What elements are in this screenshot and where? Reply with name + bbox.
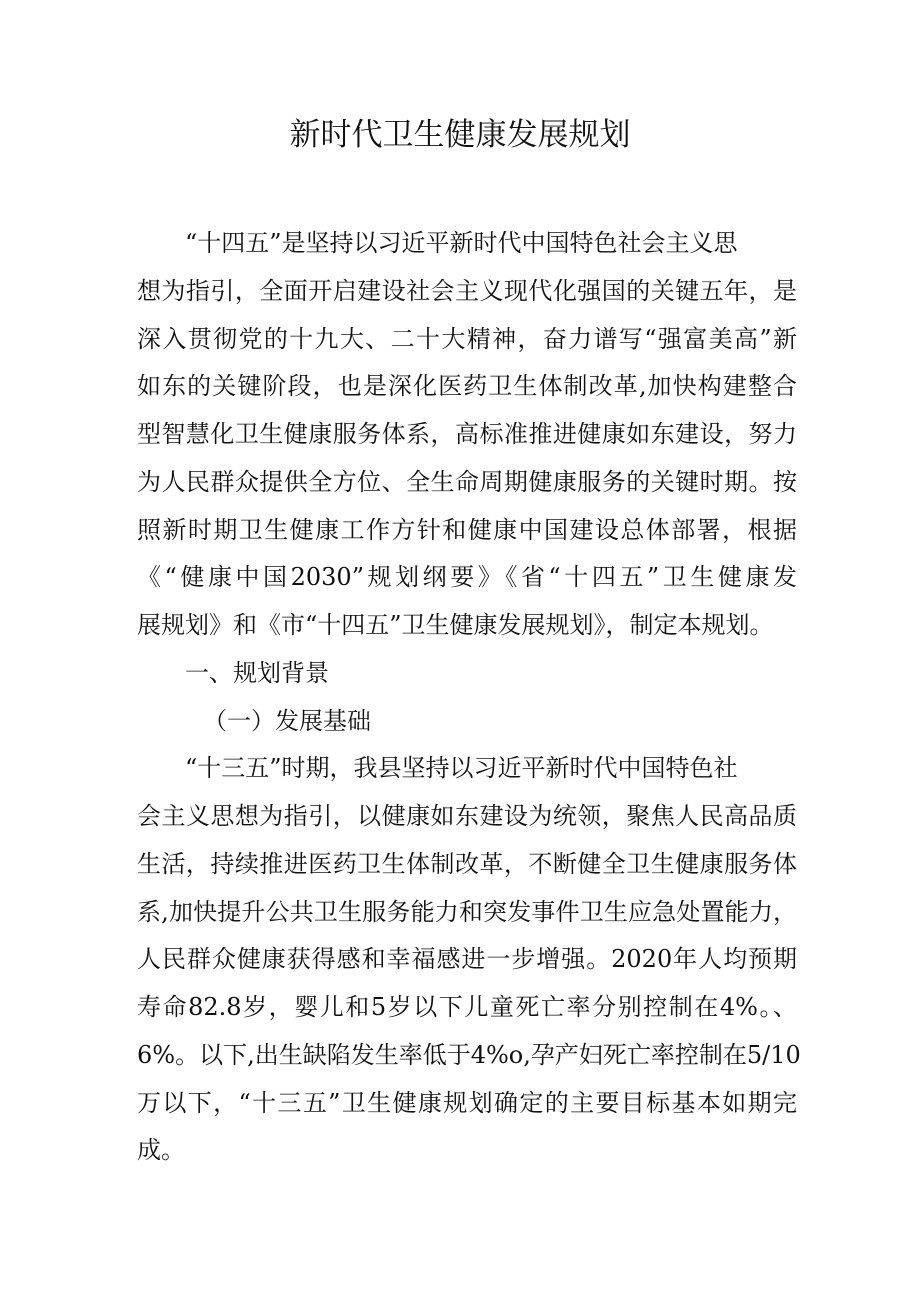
section-heading: 一、规划背景 <box>185 658 329 687</box>
paragraph-line: 展规划》和《市“十四五”卫生健康发展规划》，制定本规划。 <box>137 611 774 639</box>
paragraph-line: 想为指引，全面开启建设社会主义现代化强国的关键五年，是 <box>137 276 797 305</box>
paragraph-line: 深入贯彻党的十九大、二十大精神，奋力谱写“强富美高”新 <box>137 324 797 353</box>
paragraph-line: “十三五”时期，我县坚持以习近平新时代中国特色社 <box>185 754 738 783</box>
paragraph-line: 6%。以下,出生缺陷发生率低于4%o,孕产妇死亡率控制在5/10 <box>137 1040 801 1069</box>
paragraph-line: 万以下，“十三五”卫生健康规划确定的主要目标基本如期完 <box>137 1088 797 1117</box>
paragraph-line: “十四五”是坚持以习近平新时代中国特色社会主义思 <box>185 229 738 257</box>
paragraph-line: 系,加快提升公共卫生服务能力和突发事件卫生应急处置能力， <box>137 897 797 926</box>
paragraph-line: 《“健康中国2030”规划纲要》《省“十四五”卫生健康发 <box>137 563 797 592</box>
paragraph-line: 照新时期卫生健康工作方针和健康中国建设总体部署，根据 <box>137 515 797 544</box>
document-title: 新时代卫生健康发展规划 <box>289 117 631 153</box>
document-body <box>137 220 801 1175</box>
paragraph-line: 人民群众健康获得感和幸福感进一步增强。2020年人均预期 <box>137 945 797 974</box>
paragraph-line: 如东的关键阶段，也是深化医药卫生体制改革,加快构建整合 <box>137 372 797 401</box>
subsection-heading: （一）发展基础 <box>203 706 371 735</box>
paragraph-line: 会主义思想为指引，以健康如东建设为统领，聚焦人民高品质 <box>137 802 797 830</box>
paragraph-line: 成。 <box>137 1136 185 1165</box>
paragraph-line: 为人民群众提供全方位、全生命周期健康服务的关键时期。按 <box>137 467 797 496</box>
paragraph-line: 生活，持续推进医药卫生体制改革，不断健全卫生健康服务体 <box>137 849 797 878</box>
paragraph-line: 寿命82.8岁，婴儿和5岁以下儿童死亡率分别控制在4%。、 <box>137 993 797 1021</box>
paragraph-line: 型智慧化卫生健康服务体系，高标准推进健康如东建设，努力 <box>137 420 797 448</box>
